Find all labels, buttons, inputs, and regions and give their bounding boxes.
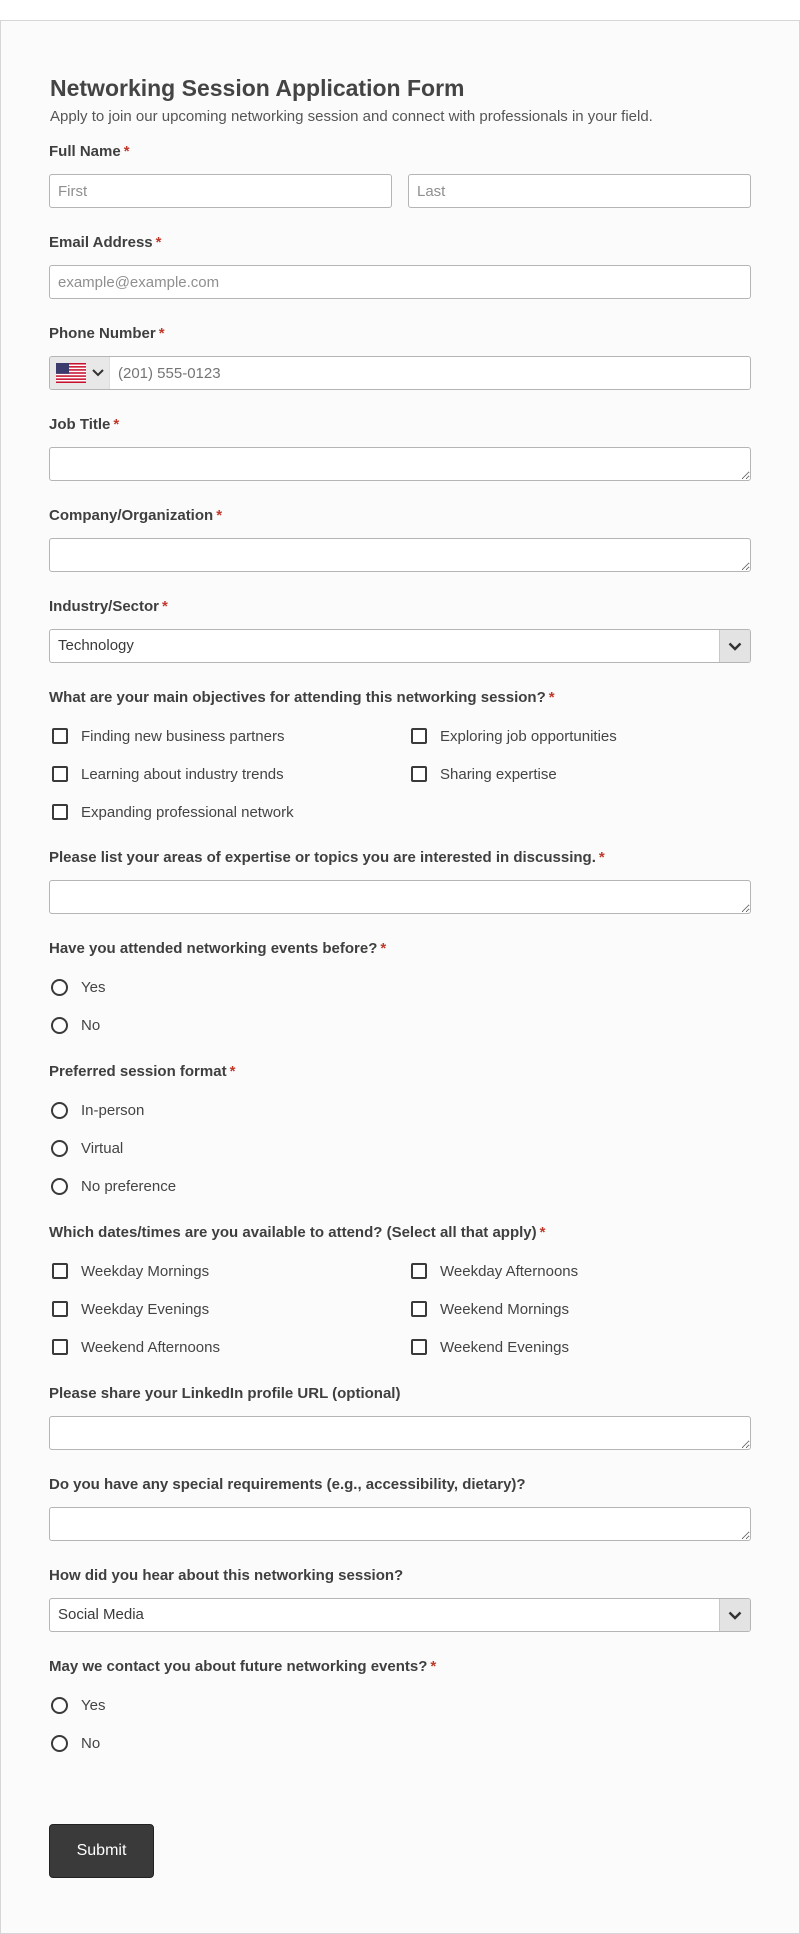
referral-field — [49, 1566, 751, 1632]
industry-field — [49, 597, 751, 663]
objective-option[interactable]: Finding new business partners — [49, 717, 408, 755]
checkbox[interactable] — [52, 728, 68, 744]
radio[interactable] — [51, 1178, 68, 1195]
job-title-field — [49, 415, 751, 481]
submit-button[interactable]: Submit — [49, 1824, 154, 1878]
radio[interactable] — [51, 1735, 68, 1752]
email-input[interactable] — [49, 265, 751, 299]
radio[interactable] — [51, 1102, 68, 1119]
referral-dropdown-arrow[interactable] — [719, 1599, 750, 1631]
country-selector[interactable] — [50, 357, 110, 389]
checkbox[interactable] — [411, 728, 427, 744]
industry-select[interactable] — [49, 629, 751, 663]
checkbox[interactable] — [411, 1263, 427, 1279]
us-flag-icon — [56, 363, 86, 383]
contact-option-yes[interactable]: Yes — [49, 1686, 751, 1724]
availability-option[interactable]: Weekday Afternoons — [408, 1252, 751, 1290]
objective-option[interactable]: Sharing expertise — [408, 755, 751, 793]
availability-option[interactable]: Weekday Evenings — [49, 1290, 408, 1328]
phone-input[interactable] — [110, 357, 750, 389]
form-subtitle: Apply to join our upcoming networking session and connect with professionals in your field. — [50, 108, 653, 125]
industry-label: Industry/Sector * — [49, 598, 168, 615]
radio[interactable] — [51, 1140, 68, 1157]
company-label: Company/Organization * — [49, 507, 223, 524]
expertise-label: Please list your areas of expertise or topics you are interested in discussing. * — [49, 849, 605, 866]
contact-field — [49, 1657, 751, 1762]
checkbox[interactable] — [411, 1301, 427, 1317]
form-title: Networking Session Application Form — [50, 75, 465, 101]
job-title-label: Job Title * — [49, 416, 120, 433]
job-title-input[interactable] — [49, 447, 751, 481]
linkedin-label: Please share your LinkedIn profile URL (optional) — [49, 1385, 401, 1402]
availability-field — [49, 1223, 751, 1366]
radio[interactable] — [51, 979, 68, 996]
last-name-input[interactable] — [408, 174, 751, 208]
availability-option[interactable]: Weekday Mornings — [49, 1252, 408, 1290]
full-name-label: Full Name * — [49, 143, 130, 160]
attended-option-no[interactable]: No — [49, 1006, 751, 1044]
special-requirements-field — [49, 1475, 751, 1541]
availability-label: Which dates/times are you available to attend? (Select all that apply) * — [49, 1224, 546, 1241]
first-name-input[interactable] — [49, 174, 392, 208]
phone-input-group — [49, 356, 751, 390]
industry-dropdown-arrow[interactable] — [719, 630, 750, 662]
attended-label: Have you attended networking events before? * — [49, 940, 387, 957]
chevron-down-icon — [728, 642, 742, 651]
special-requirements-label: Do you have any special requirements (e.g., accessibility, dietary)? — [49, 1476, 526, 1493]
company-field — [49, 506, 751, 572]
objectives-label: What are your main objectives for attending this networking session? * — [49, 689, 555, 706]
radio[interactable] — [51, 1017, 68, 1034]
format-option[interactable]: Virtual — [49, 1129, 751, 1167]
email-field — [49, 233, 751, 299]
attended-field — [49, 939, 751, 1044]
checkbox[interactable] — [52, 766, 68, 782]
format-option[interactable]: No preference — [49, 1167, 751, 1205]
availability-option[interactable]: Weekend Mornings — [408, 1290, 751, 1328]
email-label: Email Address * — [49, 234, 162, 251]
format-field — [49, 1062, 751, 1205]
checkbox[interactable] — [52, 1339, 68, 1355]
format-label: Preferred session format * — [49, 1063, 236, 1080]
attended-option-yes[interactable]: Yes — [49, 968, 751, 1006]
linkedin-field — [49, 1384, 751, 1450]
contact-option-no[interactable]: No — [49, 1724, 751, 1762]
phone-field — [49, 324, 751, 390]
objective-option[interactable]: Expanding professional network — [49, 793, 408, 831]
referral-selected-value: Social Media — [58, 1606, 144, 1623]
company-input[interactable] — [49, 538, 751, 572]
expertise-field — [49, 848, 751, 914]
checkbox[interactable] — [411, 1339, 427, 1355]
availability-option[interactable]: Weekend Evenings — [408, 1328, 751, 1366]
availability-option[interactable]: Weekend Afternoons — [49, 1328, 408, 1366]
format-option[interactable]: In-person — [49, 1091, 751, 1129]
objective-option[interactable]: Learning about industry trends — [49, 755, 408, 793]
referral-label: How did you hear about this networking session? — [49, 1567, 404, 1584]
linkedin-input[interactable] — [49, 1416, 751, 1450]
checkbox[interactable] — [52, 1301, 68, 1317]
checkbox[interactable] — [52, 1263, 68, 1279]
checkbox[interactable] — [52, 804, 68, 820]
phone-label: Phone Number * — [49, 325, 165, 342]
full-name-field — [49, 142, 751, 208]
expertise-input[interactable] — [49, 880, 751, 914]
industry-selected-value: Technology — [58, 637, 134, 654]
checkbox[interactable] — [411, 766, 427, 782]
radio[interactable] — [51, 1697, 68, 1714]
form-header — [50, 73, 752, 127]
special-requirements-input[interactable] — [49, 1507, 751, 1541]
chevron-down-icon — [92, 369, 104, 377]
objectives-field — [49, 688, 751, 831]
chevron-down-icon — [728, 1611, 742, 1620]
objective-option[interactable]: Exploring job opportunities — [408, 717, 751, 755]
contact-label: May we contact you about future networking events? * — [49, 1658, 437, 1675]
referral-select[interactable] — [49, 1598, 751, 1632]
